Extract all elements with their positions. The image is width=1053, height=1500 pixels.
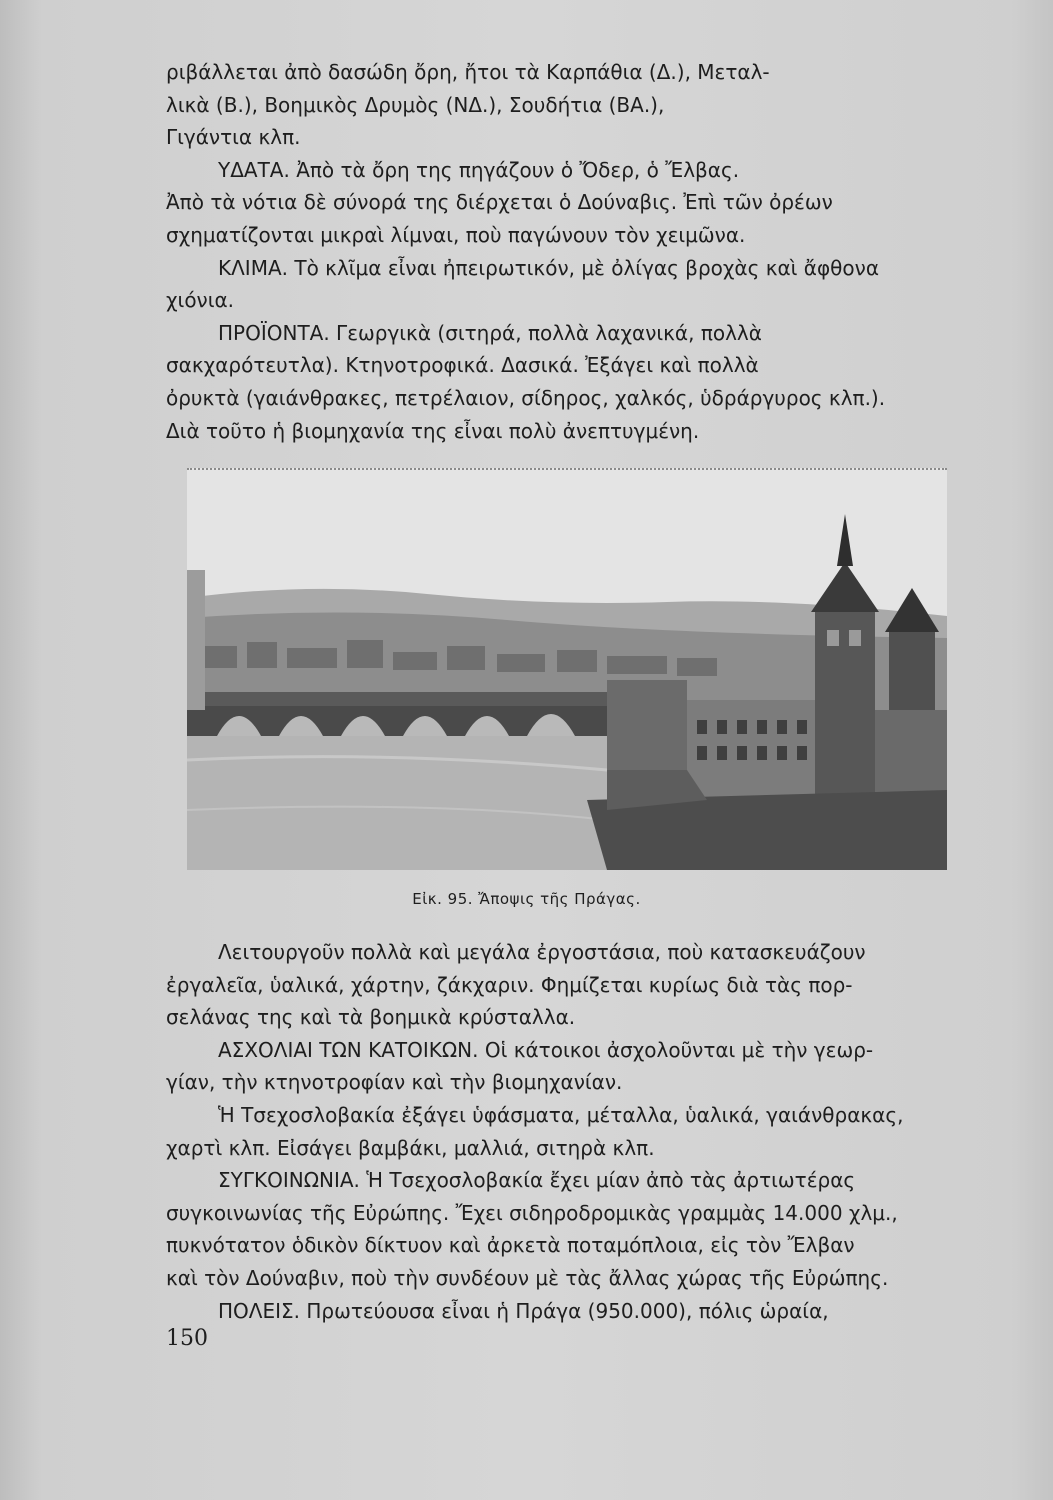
text-line: συγκοινωνίας τῆς Εὐρώπης. Ἔχει σιδηροδρομικὰς γραμμὰς 14.000 χλμ., [166, 1200, 898, 1225]
section-heading-hydata: ΥΔΑΤΑ. Ἀπὸ τὰ ὄρη της πηγάζουν ὁ Ὄδερ, ὁ Ἔλβας. [218, 157, 740, 182]
text-line: χαρτὶ κλπ. Εἰσάγει βαμβάκι, μαλλιά, σιτηρὰ κλπ. [166, 1135, 655, 1160]
text-line: ἐργαλεῖα, ὑαλικά, χάρτην, ζάκχαριν. Φημίζεται κυρίως διὰ τὰς πορ- [166, 972, 853, 997]
text-line: Διὰ τοῦτο ἡ βιομηχανία της εἶναι πολὺ ἀνεπτυγμένη. [166, 418, 700, 443]
text-line: πυκνότατον ὁδικὸν δίκτυον καὶ ἀρκετὰ ποταμόπλοια, εἰς τὸν Ἔλβαν [166, 1233, 855, 1258]
section-heading-poleis: ΠΟΛΕΙΣ. Πρωτεύουσα εἶναι ἡ Πράγα (950.000), πόλις ὡραία, [218, 1298, 829, 1323]
section-heading-klima: ΚΛΙΜΑ. Τὸ κλῖμα εἶναι ἠπειρωτικόν, μὲ ὀλίγας βροχὰς καὶ ἄφθονα [218, 255, 880, 280]
text-line: Λειτουργοῦν πολλὰ καὶ μεγάλα ἐργοστάσια, ποὺ κατασκευάζουν [218, 940, 866, 964]
text-line: καὶ τὸν Δούναβιν, ποὺ τὴν συνδέουν μὲ τὰς ἄλλας χώρας τῆς Εὐρώπης. [166, 1265, 889, 1290]
page-number: 150 [166, 1326, 208, 1351]
section-heading-proionta: ΠΡΟΪΟΝΤΑ. Γεωργικὰ (σιτηρά, πολλὰ λαχανικά, πολλὰ [218, 320, 762, 345]
figure-caption: Εἰκ. 95. Ἄποψις τῆς Πράγας. [412, 890, 641, 908]
text-line: λικὰ (Β.), Βοημικὸς Δρυμὸς (ΝΔ.), Σουδήτια (ΒΑ.), [166, 92, 665, 117]
section-heading-sygkoinonia: ΣΥΓΚΟΙΝΩΝΙΑ. Ἡ Τσεχοσλοβακία ἔχει μίαν ἀπὸ τὰς ἀρτιωτέρας [218, 1168, 856, 1193]
section-heading-ascholiai: ΑΣΧΟΛΙΑΙ ΤΩΝ ΚΑΤΟΙΚΩΝ. Οἱ κάτοικοι ἀσχολοῦνται μὲ τὴν γεωρ- [218, 1037, 874, 1062]
text-block-top [166, 56, 981, 447]
prague-photograph [187, 468, 947, 870]
text-line: Γιγάντια κλπ. [166, 125, 301, 150]
text-line: ριβάλλεται ἀπὸ δασώδη ὄρη, ἤτοι τὰ Καρπάθια (Δ.), Μεταλ- [166, 60, 770, 84]
text-line: σακχαρότευτλα). Κτηνοτροφικά. Δασικά. Ἐξάγει καὶ πολλὰ [166, 353, 759, 378]
text-line: σελάνας της καὶ τὰ βοημικὰ κρύσταλλα. [166, 1005, 576, 1030]
text-line: γίαν, τὴν κτηνοτροφίαν καὶ τὴν βιομηχανίαν. [166, 1070, 623, 1095]
text-line: ὀρυκτὰ (γαιάνθρακες, πετρέλαιον, σίδηρος, χαλκός, ὑδράργυρος κλπ.). [166, 385, 886, 410]
text-line: Ἀπὸ τὰ νότια δὲ σύνορά της διέρχεται ὁ Δούναβις. Ἐπὶ τῶν ὀρέων [166, 190, 833, 215]
text-line: Ἡ Τσεχοσλοβακία ἐξάγει ὑφάσματα, μέταλλα, ὑαλικά, γαιάνθρακας, [218, 1102, 904, 1127]
text-line: σχηματίζονται μικραὶ λίμναι, ποὺ παγώνουν τὸν χειμῶνα. [166, 222, 746, 247]
text-block-bottom [166, 936, 981, 1327]
text-line: χιόνια. [166, 288, 235, 313]
